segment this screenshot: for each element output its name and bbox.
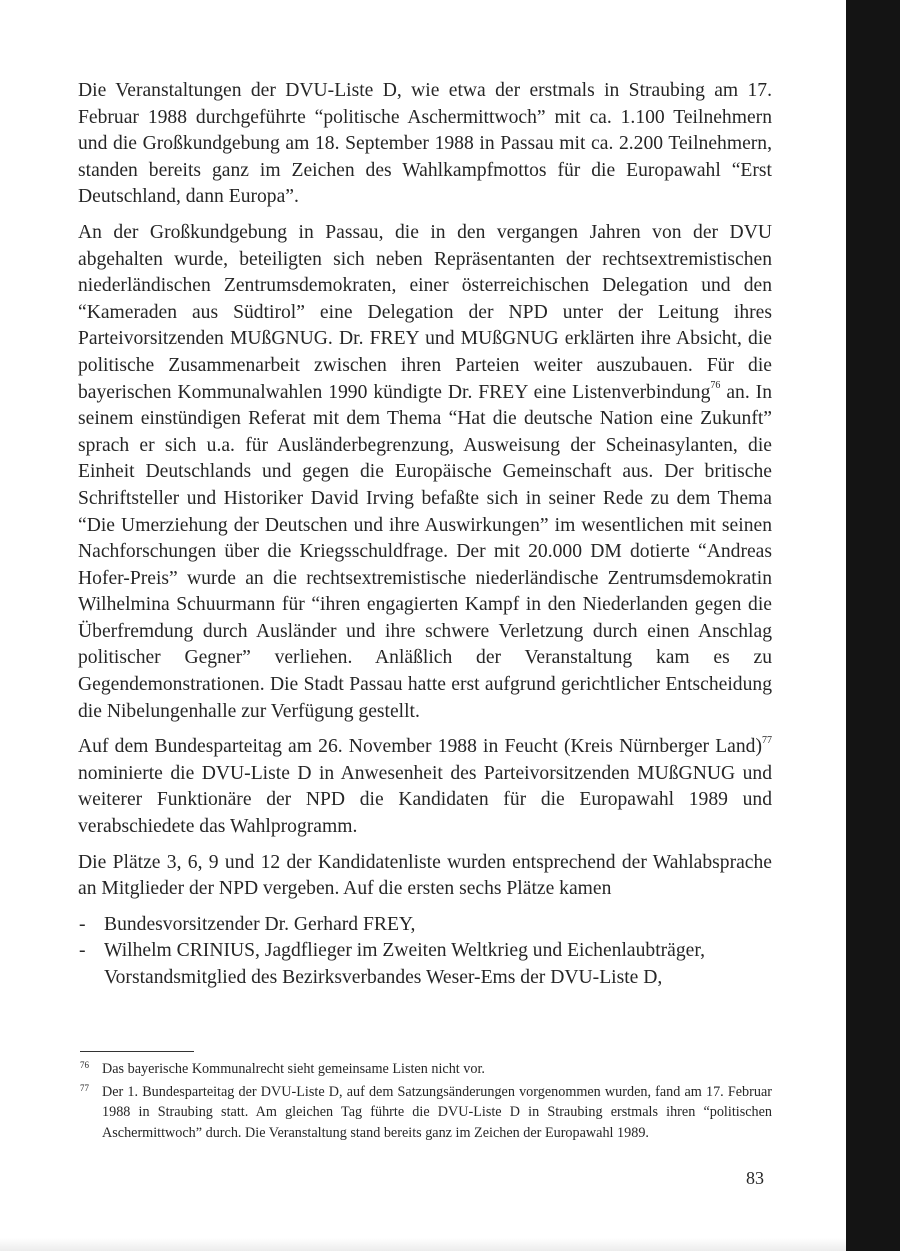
footnote-76: [80, 1059, 772, 1080]
list-item: [78, 912, 772, 939]
page-content: [78, 78, 772, 992]
list-item-text: Bundesvorsitzender Dr. Gerhard FREY,: [104, 913, 416, 935]
footnote-text: Das bayerische Kommunalrecht sieht gemeinsame Listen nicht vor.: [102, 1061, 485, 1077]
paragraph-3-part-1: Auf dem Bundesparteitag am 26. November 1988 in Feucht (Kreis Nürnberger Land): [78, 736, 762, 758]
paragraph-1: Die Veranstaltungen der DVU-Liste D, wie etwa der erstmals in Straubing am 17. Februar 1988 durchgeführte “politische Aschermittwoch” mit ca. 1.100 Teilnehmern und die Großkundgebung am 18. September 1988 in Passau mit ca. 2.200 Teilnehmern, standen bereits ganz im Zeichen des Wahlkampfmottos für die Europawahl “Erst Deutschland, dann Europa”.: [78, 80, 772, 208]
paragraph-2-part-2: an. In seinem einstündigen Referat mit dem Thema “Hat die deutsche Nation eine Zukunft” sprach er sich u.a. für Ausländerbegrenzung, Ausweisung der Scheinasylanten, die Einheit Deutschlands und gegen die Europäische Gemeinschaft aus. Der britische Schriftsteller und Historiker David Irving befaßte sich in seiner Rede zu dem Thema “Die Umerziehung der Deutschen und ihre Auswirkungen” im wesentlichen mit seinen Nachforschungen über die Kriegsschuldfrage. Der mit 20.000 DM dotierte “Andreas Hofer-Preis” wurde an die rechtsextremistische niederländische Zentrumsdemokratin Wilhelmina Schuurmann für “ihren engagierten Kampf in den Niederlanden gegen die Überfremdung durch Ausländer und ihre schwere Verletzung durch einen Anschlag politischer Gegner” verliehen. Anläßlich der Veranstaltung kam es zu Gegendemonstrationen. Die Stadt Passau hatte erst aufgrund gerichtlicher Entscheidung die Nibelungenhalle zur Verfügung gestellt.: [78, 381, 772, 722]
scan-bottom-shadow: [0, 1238, 846, 1251]
page-number: 83: [746, 1168, 764, 1188]
candidate-list: [78, 912, 772, 992]
list-item: [78, 938, 772, 991]
footnote-ref-77: 77: [762, 734, 772, 746]
body-text: [78, 78, 772, 992]
list-item-text: Wilhelm CRINIUS, Jagdflieger im Zweiten Weltkrieg und Eichenlaubträger, Vorstandsmitglied des Bezirksverbandes Weser-Ems der DVU-Liste D,: [104, 940, 706, 988]
scan-dark-edge: [846, 0, 900, 1251]
footnote-77: [80, 1082, 772, 1144]
paragraph-3: [78, 734, 772, 840]
footnote-text: Der 1. Bundesparteitag der DVU-Liste D, auf dem Satzungsänderungen vorgenommen wurden, fand am 17. Februar 1988 in Straubing statt. Am gleichen Tag führte die DVU-Liste D in Straubing erstmals ihren “politischen Aschermittwoch” durch. Die Veranstaltung stand bereits ganz im Zeichen der Europawahl 1989.: [102, 1083, 772, 1141]
list-dash: -: [79, 940, 86, 962]
footnote-separator: [80, 1051, 194, 1052]
list-dash: -: [79, 913, 86, 935]
footnote-ref-76: 76: [710, 380, 721, 391]
paragraph-4: Die Plätze 3, 6, 9 und 12 der Kandidatenliste wurden entsprechend der Wahlabsprache an Mitglieder der NPD vergeben. Auf die ersten sechs Plätze kamen: [78, 851, 772, 900]
paragraph-3-part-2: nominierte die DVU-Liste D in Anwesenheit des Parteivorsitzenden MUßGNUG und weiterer Funktionäre der NPD die Kandidaten für die Europawahl 1989 und verabschiedete das Wahlprogramm.: [78, 762, 772, 838]
footnotes: [80, 1059, 772, 1145]
paragraph-2: [78, 220, 772, 725]
paragraph-2-part-1: An der Großkundgebung in Passau, die in den vergangen Jahren von der DVU abgehalten wurde, beteiligten sich neben Repräsentanten der rechtsextremistischen niederländischen Zentrumsdemokraten, einer österreichischen Delegation und den “Kameraden aus Südtirol” eine Delegation der NPD unter der Leitung ihres Parteivorsitzenden MUßGNUG. Dr. FREY und MUßGNUG erklärten ihre Absicht, die politische Zusammenarbeit zwischen ihren Parteien weiter auszubauen. Für die bayerischen Kommunalwahlen 1990 kündigte Dr. FREY eine Listenverbindung: [78, 221, 772, 403]
footnote-number: 77: [80, 1082, 89, 1093]
footnote-number: 76: [80, 1060, 89, 1070]
